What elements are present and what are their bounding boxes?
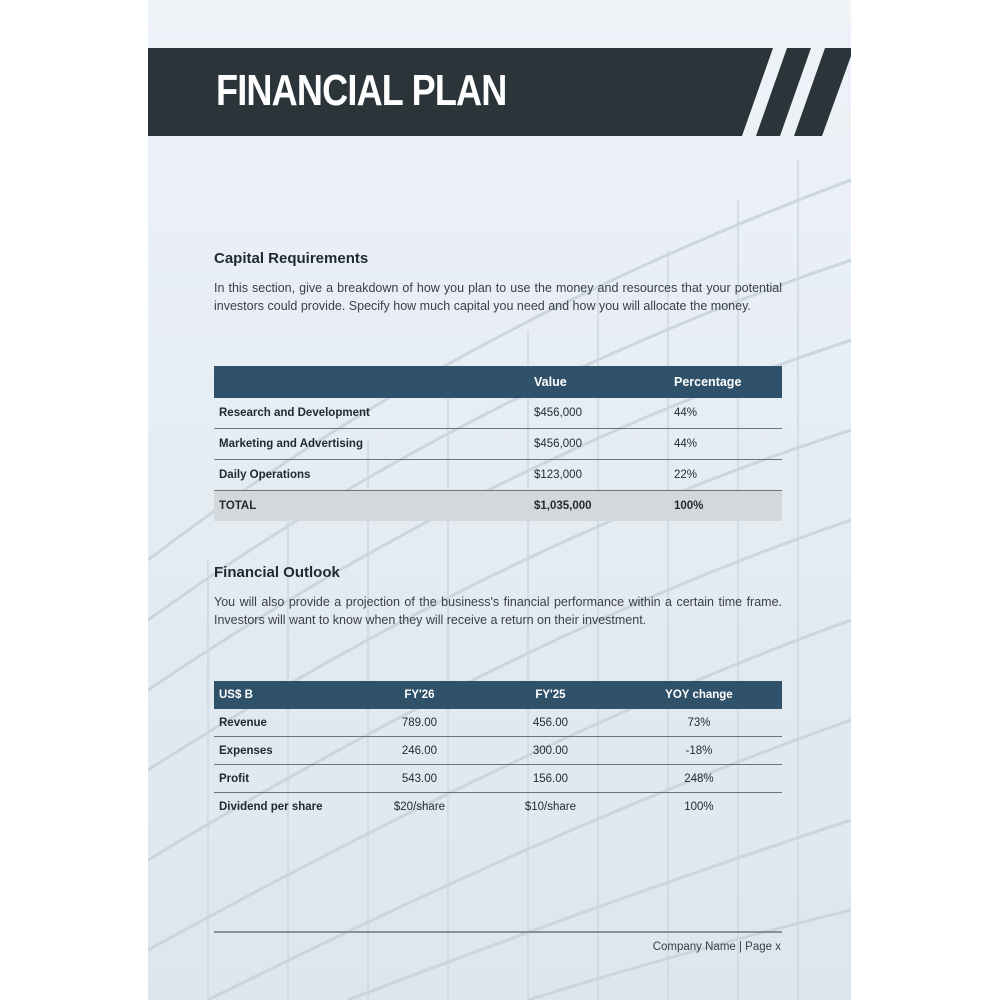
table-row [214, 460, 782, 491]
row-yoy: 248% [616, 765, 782, 793]
outlook-col-yoy: YOY change [616, 681, 782, 709]
table-row [214, 737, 782, 765]
table-row [214, 429, 782, 460]
page-title: FINANCIAL PLAN [216, 66, 507, 115]
row-fy25: 300.00 [485, 737, 616, 765]
outlook-table-header [214, 681, 782, 709]
outlook-heading: Financial Outlook [214, 564, 340, 581]
row-value: $456,000 [529, 398, 669, 429]
total-label: TOTAL [214, 491, 529, 522]
row-yoy: 100% [684, 800, 714, 813]
row-label: Research and Development [214, 398, 529, 429]
row-percentage: 44% [669, 398, 782, 429]
row-label: Marketing and Advertising [214, 429, 529, 460]
capital-body: In this section, give a breakdown of how you plan to use the money and resources that your potential investors could provide. Specify how much capital you need and how you will allocate the money. [214, 281, 782, 313]
capital-col-percentage: Percentage [669, 366, 782, 398]
capital-heading: Capital Requirements [214, 250, 369, 267]
outlook-table [214, 681, 782, 820]
row-value: $456,000 [529, 429, 669, 460]
row-label: Daily Operations [214, 460, 529, 491]
capital-table-header [214, 366, 782, 398]
page-footer: Company Name | Page x [652, 941, 781, 953]
outlook-col-unit: US$ B [214, 681, 354, 709]
total-percentage: 100% [669, 491, 782, 522]
footer-divider [214, 931, 782, 933]
capital-col-value: Value [529, 366, 669, 398]
row-fy26: $20/share [393, 800, 446, 813]
row-fy26: 246.00 [354, 737, 485, 765]
title-banner [148, 48, 851, 136]
row-fy26: 543.00 [354, 765, 485, 793]
row-percentage: 44% [669, 429, 782, 460]
outlook-col-fy25: FY'25 [485, 681, 616, 709]
document-page [148, 0, 851, 1000]
outlook-body: You will also provide a projection of the business's financial performance within a certain time frame. Investors will want to know when they will receive a return on their investment. [214, 595, 782, 627]
outlook-col-fy26: FY'26 [354, 681, 485, 709]
table-row [214, 765, 782, 793]
row-fy25: 156.00 [485, 765, 616, 793]
table-row [214, 398, 782, 429]
row-fy26: 789.00 [354, 709, 485, 737]
capital-col-label [214, 366, 529, 398]
row-fy25: $10/share [524, 800, 576, 813]
row-yoy: -18% [616, 737, 782, 765]
row-label: Revenue [214, 709, 354, 737]
row-label: Expenses [214, 737, 354, 765]
table-row [214, 709, 782, 737]
total-value: $1,035,000 [529, 491, 669, 522]
row-label: Dividend per share [219, 800, 323, 813]
total-row [214, 491, 782, 522]
table-row [214, 793, 782, 821]
row-percentage: 22% [669, 460, 782, 491]
row-fy25: 456.00 [485, 709, 616, 737]
row-label: Profit [214, 765, 354, 793]
capital-table [214, 366, 782, 521]
row-yoy: 73% [616, 709, 782, 737]
row-value: $123,000 [529, 460, 669, 491]
